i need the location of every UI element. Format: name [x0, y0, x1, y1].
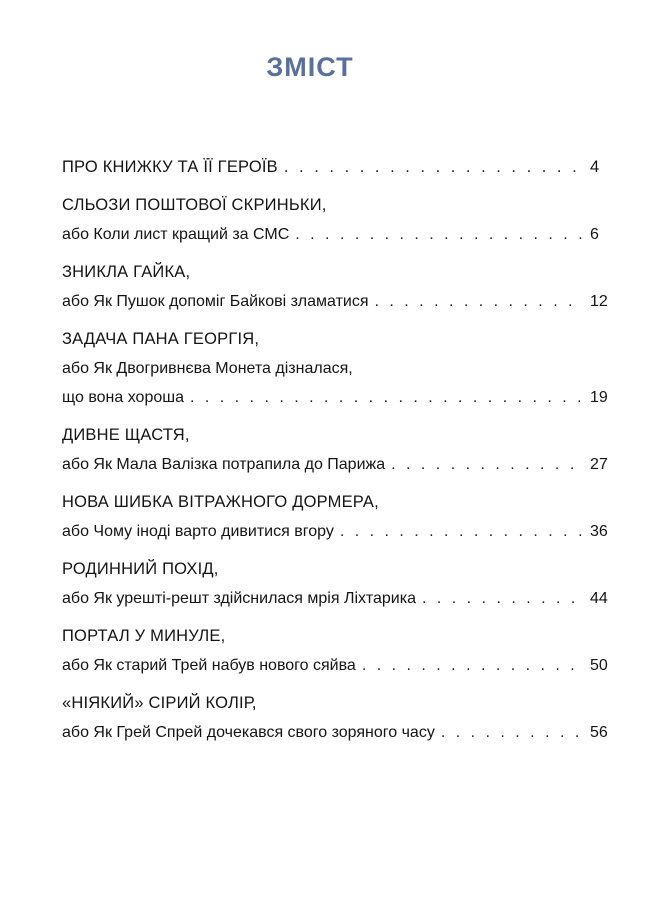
toc-entry-leader-line — [62, 450, 650, 479]
toc-entry-page-number: 19 — [590, 389, 608, 406]
toc-entry — [62, 689, 650, 747]
toc-entry — [62, 325, 650, 412]
toc-entry-subtitle: що вона хороша — [62, 389, 184, 406]
dot-leader — [375, 287, 585, 316]
toc-entry-heading: СЛЬОЗИ ПОШТОВОЇ СКРИНЬКИ, — [62, 196, 327, 214]
table-of-contents — [62, 153, 650, 756]
toc-entry-leader-line — [62, 153, 650, 182]
toc-entry — [62, 191, 650, 249]
dot-leader — [441, 718, 584, 747]
toc-entry-page-number: 12 — [590, 293, 608, 310]
toc-entry-page-number: 44 — [590, 590, 608, 607]
toc-entry-page-number: 6 — [590, 226, 599, 243]
toc-entry — [62, 488, 650, 546]
toc-entry-heading: НОВА ШИБКА ВІТРАЖНОГО ДОРМЕРА, — [62, 493, 379, 511]
toc-entry-subtitle: або Коли лист кращий за СМС — [62, 226, 290, 243]
toc-entry-heading: ДИВНЕ ЩАСТЯ, — [62, 426, 190, 444]
toc-entry — [62, 421, 650, 479]
toc-entry-page-number: 27 — [590, 456, 608, 473]
toc-entry-heading: ПРО КНИЖКУ ТА ЇЇ ГЕРОЇВ — [62, 158, 278, 176]
toc-entry-heading: ЗАДАЧА ПАНА ГЕОРГІЯ, — [62, 330, 260, 348]
toc-entry-page-number: 36 — [590, 523, 608, 540]
toc-entry-page-number: 4 — [590, 158, 600, 176]
dot-leader — [340, 517, 584, 546]
toc-entry — [62, 153, 650, 182]
toc-entry-leader-line — [62, 287, 650, 316]
toc-entry-page-number: 56 — [590, 724, 608, 741]
toc-entry-leader-line — [62, 220, 650, 249]
toc-entry-heading: РОДИННИЙ ПОХІД, — [62, 560, 219, 578]
toc-entry — [62, 622, 650, 680]
dot-leader — [284, 153, 584, 182]
toc-entry-leader-line — [62, 718, 650, 747]
dot-leader — [362, 651, 584, 680]
dot-leader — [190, 383, 584, 412]
toc-entry-heading: ЗНИКЛА ГАЙКА, — [62, 263, 191, 281]
toc-entry-leader-line — [62, 517, 650, 546]
toc-entry-leader-line — [62, 651, 650, 680]
dot-leader — [295, 220, 584, 249]
toc-entry-subtitle: або Як урешті-решт здійснилася мрія Ліхтарика — [62, 590, 416, 607]
toc-entry-subtitle: або Як Мала Валізка потрапила до Парижа — [62, 456, 386, 473]
dot-leader — [422, 584, 584, 613]
toc-entry-subtitle: або Чому іноді варто дивитися вгору — [62, 523, 334, 540]
toc-entry-subtitle: або Як Грей Спрей дочекався свого зоряного часу — [62, 724, 435, 741]
toc-entry-leader-line — [62, 584, 650, 613]
dot-leader — [391, 450, 584, 479]
page-title: ЗМІСТ — [266, 52, 354, 82]
toc-entry — [62, 555, 650, 613]
toc-entry-leader-line — [62, 383, 650, 412]
toc-entry-subtitle: або Як Двогривнєва Монета дізналася, — [62, 360, 353, 377]
toc-entry-subtitle: або Як старий Трей набув нового сяйва — [62, 657, 356, 674]
toc-entry-heading: ПОРТАЛ У МИНУЛЕ, — [62, 627, 226, 645]
toc-entry-heading: «НІЯКИЙ» СІРИЙ КОЛІР, — [62, 694, 257, 712]
toc-entry-subtitle: або Як Пушок допоміг Байкові зламатися — [62, 293, 369, 310]
toc-entry-page-number: 50 — [590, 657, 608, 674]
toc-entry — [62, 258, 650, 316]
